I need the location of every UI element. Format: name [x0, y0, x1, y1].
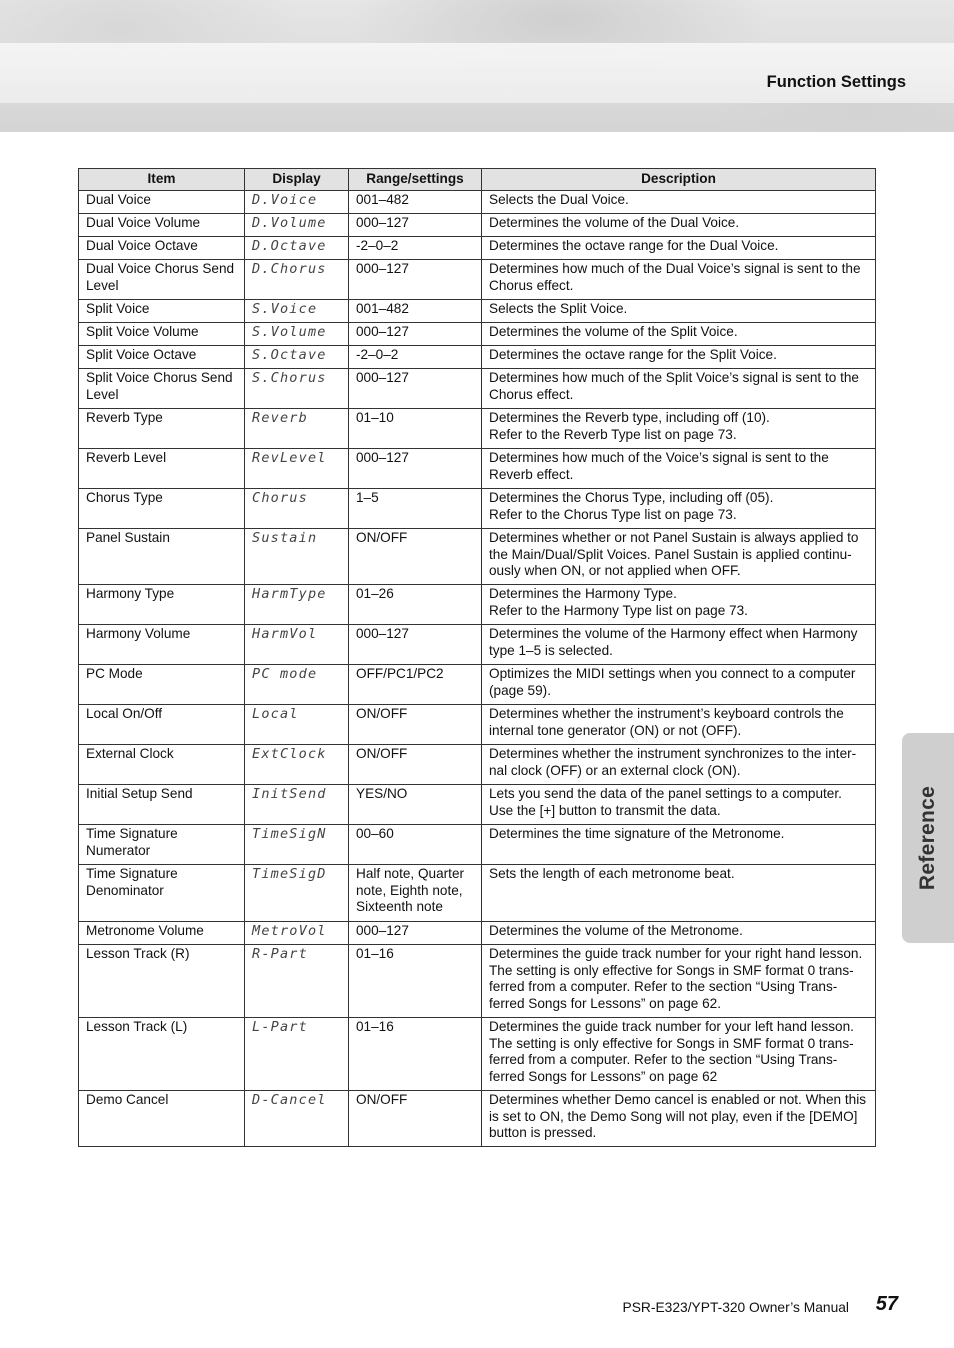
- description-cell: Determines the guide track number for your right hand lesson. The setting is only effective for Songs in SMF format 0 trans-ferred from a computer. Refer to the section “Using Trans-ferred Songs for Lessons” on page 62.: [482, 945, 876, 1018]
- range-cell: Half note, Quarter note, Eighth note, Sixteenth note: [349, 865, 482, 922]
- display-cell: RevLevel: [245, 449, 349, 489]
- item-cell: Harmony Volume: [79, 625, 245, 665]
- range-cell: 001–482: [349, 191, 482, 214]
- display-cell: TimeSigD: [245, 865, 349, 922]
- range-cell: 01–10: [349, 409, 482, 449]
- display-cell: S.Octave: [245, 346, 349, 369]
- range-cell: 01–26: [349, 585, 482, 625]
- table-row: [79, 745, 876, 785]
- description-cell: Determines how much of the Dual Voice’s signal is sent to the Chorus effect.: [482, 260, 876, 300]
- table-row: [79, 489, 876, 529]
- footer-manual-title: PSR-E323/YPT-320 Owner’s Manual: [622, 1300, 849, 1315]
- description-cell: Determines the Reverb type, including off (10). Refer to the Reverb Type list on page 73.: [482, 409, 876, 449]
- item-cell: Harmony Type: [79, 585, 245, 625]
- item-cell: Panel Sustain: [79, 529, 245, 585]
- table-row: [79, 585, 876, 625]
- description-cell: Sets the length of each metronome beat.: [482, 865, 876, 922]
- description-cell: Determines how much of the Voice’s signal is sent to the Reverb effect.: [482, 449, 876, 489]
- side-tab-reference: [902, 733, 954, 943]
- item-cell: Dual Voice Volume: [79, 214, 245, 237]
- table-row: [79, 346, 876, 369]
- item-cell: Chorus Type: [79, 489, 245, 529]
- display-cell: Local: [245, 705, 349, 745]
- description-cell: Determines the guide track number for your left hand lesson. The setting is only effective for Songs in SMF format 0 trans-ferred from a computer. Refer to the section “Using Trans-ferred Songs for Lessons” on page 62: [482, 1018, 876, 1091]
- item-cell: Dual Voice Chorus Send Level: [79, 260, 245, 300]
- header-band: [0, 0, 954, 132]
- description-cell: Optimizes the MIDI settings when you connect to a computer (page 59).: [482, 665, 876, 705]
- range-cell: ON/OFF: [349, 705, 482, 745]
- table-header-row: [79, 169, 876, 191]
- table-row: [79, 865, 876, 922]
- range-cell: OFF/PC1/PC2: [349, 665, 482, 705]
- table-row: [79, 825, 876, 865]
- display-cell: S.Voice: [245, 300, 349, 323]
- item-cell: Split Voice: [79, 300, 245, 323]
- table-row: [79, 323, 876, 346]
- range-cell: -2–0–2: [349, 237, 482, 260]
- table-row: [79, 214, 876, 237]
- table-row: [79, 785, 876, 825]
- range-cell: 000–127: [349, 323, 482, 346]
- item-cell: Demo Cancel: [79, 1091, 245, 1147]
- display-cell: D-Cancel: [245, 1091, 349, 1147]
- display-cell: InitSend: [245, 785, 349, 825]
- display-cell: MetroVol: [245, 922, 349, 945]
- table-row: [79, 449, 876, 489]
- range-cell: 000–127: [349, 369, 482, 409]
- table-row: [79, 922, 876, 945]
- display-cell: L-Part: [245, 1018, 349, 1091]
- range-cell: 000–127: [349, 922, 482, 945]
- description-cell: Determines the volume of the Metronome.: [482, 922, 876, 945]
- item-cell: Split Voice Volume: [79, 323, 245, 346]
- display-cell: HarmVol: [245, 625, 349, 665]
- table-row: [79, 1091, 876, 1147]
- column-header-item: Item: [79, 169, 245, 191]
- description-cell: Determines the volume of the Harmony effect when Harmony type 1–5 is selected.: [482, 625, 876, 665]
- display-cell: S.Volume: [245, 323, 349, 346]
- table-row: [79, 665, 876, 705]
- table-row: [79, 945, 876, 1018]
- item-cell: Dual Voice Octave: [79, 237, 245, 260]
- display-cell: D.Chorus: [245, 260, 349, 300]
- description-cell: Selects the Dual Voice.: [482, 191, 876, 214]
- item-cell: Reverb Level: [79, 449, 245, 489]
- table-row: [79, 705, 876, 745]
- display-cell: S.Chorus: [245, 369, 349, 409]
- description-cell: Determines whether the instrument synchronizes to the inter-nal clock (OFF) or an external clock (ON).: [482, 745, 876, 785]
- range-cell: ON/OFF: [349, 1091, 482, 1147]
- range-cell: 000–127: [349, 625, 482, 665]
- range-cell: YES/NO: [349, 785, 482, 825]
- column-header-description: Description: [482, 169, 876, 191]
- page-number: 57: [875, 1293, 898, 1315]
- description-cell: Determines the Harmony Type. Refer to the Harmony Type list on page 73.: [482, 585, 876, 625]
- description-cell: Selects the Split Voice.: [482, 300, 876, 323]
- item-cell: Time Signature Numerator: [79, 825, 245, 865]
- display-cell: Reverb: [245, 409, 349, 449]
- table-row: [79, 625, 876, 665]
- range-cell: -2–0–2: [349, 346, 482, 369]
- range-cell: ON/OFF: [349, 745, 482, 785]
- description-cell: Lets you send the data of the panel settings to a computer. Use the [+] button to transmit the data.: [482, 785, 876, 825]
- range-cell: 000–127: [349, 449, 482, 489]
- item-cell: Reverb Type: [79, 409, 245, 449]
- range-cell: 00–60: [349, 825, 482, 865]
- range-cell: 01–16: [349, 1018, 482, 1091]
- table-row: [79, 191, 876, 214]
- description-cell: Determines whether the instrument’s keyboard controls the internal tone generator (ON) or not (OFF).: [482, 705, 876, 745]
- item-cell: Lesson Track (R): [79, 945, 245, 1018]
- table-row: [79, 409, 876, 449]
- description-cell: Determines whether Demo cancel is enabled or not. When this is set to ON, the Demo Song will not play, even if the [DEMO] button is pressed.: [482, 1091, 876, 1147]
- display-cell: D.Octave: [245, 237, 349, 260]
- item-cell: Split Voice Octave: [79, 346, 245, 369]
- display-cell: Sustain: [245, 529, 349, 585]
- display-cell: PC mode: [245, 665, 349, 705]
- range-cell: ON/OFF: [349, 529, 482, 585]
- display-cell: HarmType: [245, 585, 349, 625]
- side-tab-label: Reference: [916, 785, 939, 891]
- display-cell: D.Voice: [245, 191, 349, 214]
- table-row: [79, 300, 876, 323]
- description-cell: Determines the octave range for the Dual Voice.: [482, 237, 876, 260]
- table-row: [79, 1018, 876, 1091]
- item-cell: Time Signature Denominator: [79, 865, 245, 922]
- range-cell: 001–482: [349, 300, 482, 323]
- column-header-range: Range/settings: [349, 169, 482, 191]
- description-cell: Determines the volume of the Dual Voice.: [482, 214, 876, 237]
- table-row: [79, 369, 876, 409]
- range-cell: 1–5: [349, 489, 482, 529]
- description-cell: Determines the Chorus Type, including off (05). Refer to the Chorus Type list on page 73.: [482, 489, 876, 529]
- display-cell: Chorus: [245, 489, 349, 529]
- display-cell: ExtClock: [245, 745, 349, 785]
- item-cell: Initial Setup Send: [79, 785, 245, 825]
- function-settings-table: [78, 168, 876, 1147]
- item-cell: Dual Voice: [79, 191, 245, 214]
- item-cell: Split Voice Chorus Send Level: [79, 369, 245, 409]
- table-row: [79, 260, 876, 300]
- range-cell: 000–127: [349, 260, 482, 300]
- item-cell: Lesson Track (L): [79, 1018, 245, 1091]
- item-cell: Metronome Volume: [79, 922, 245, 945]
- table-row: [79, 237, 876, 260]
- display-cell: R-Part: [245, 945, 349, 1018]
- item-cell: Local On/Off: [79, 705, 245, 745]
- description-cell: Determines the time signature of the Metronome.: [482, 825, 876, 865]
- range-cell: 01–16: [349, 945, 482, 1018]
- item-cell: PC Mode: [79, 665, 245, 705]
- description-cell: Determines whether or not Panel Sustain is always applied to the Main/Dual/Split Voices. Panel Sustain is applied continu-ously when ON, or not applied when OFF.: [482, 529, 876, 585]
- description-cell: Determines how much of the Split Voice’s signal is sent to the Chorus effect.: [482, 369, 876, 409]
- description-cell: Determines the volume of the Split Voice.: [482, 323, 876, 346]
- description-cell: Determines the octave range for the Split Voice.: [482, 346, 876, 369]
- section-title: Function Settings: [766, 73, 906, 91]
- column-header-display: Display: [245, 169, 349, 191]
- item-cell: External Clock: [79, 745, 245, 785]
- display-cell: D.Volume: [245, 214, 349, 237]
- table-row: [79, 529, 876, 585]
- range-cell: 000–127: [349, 214, 482, 237]
- table-body: [79, 191, 876, 1147]
- display-cell: TimeSigN: [245, 825, 349, 865]
